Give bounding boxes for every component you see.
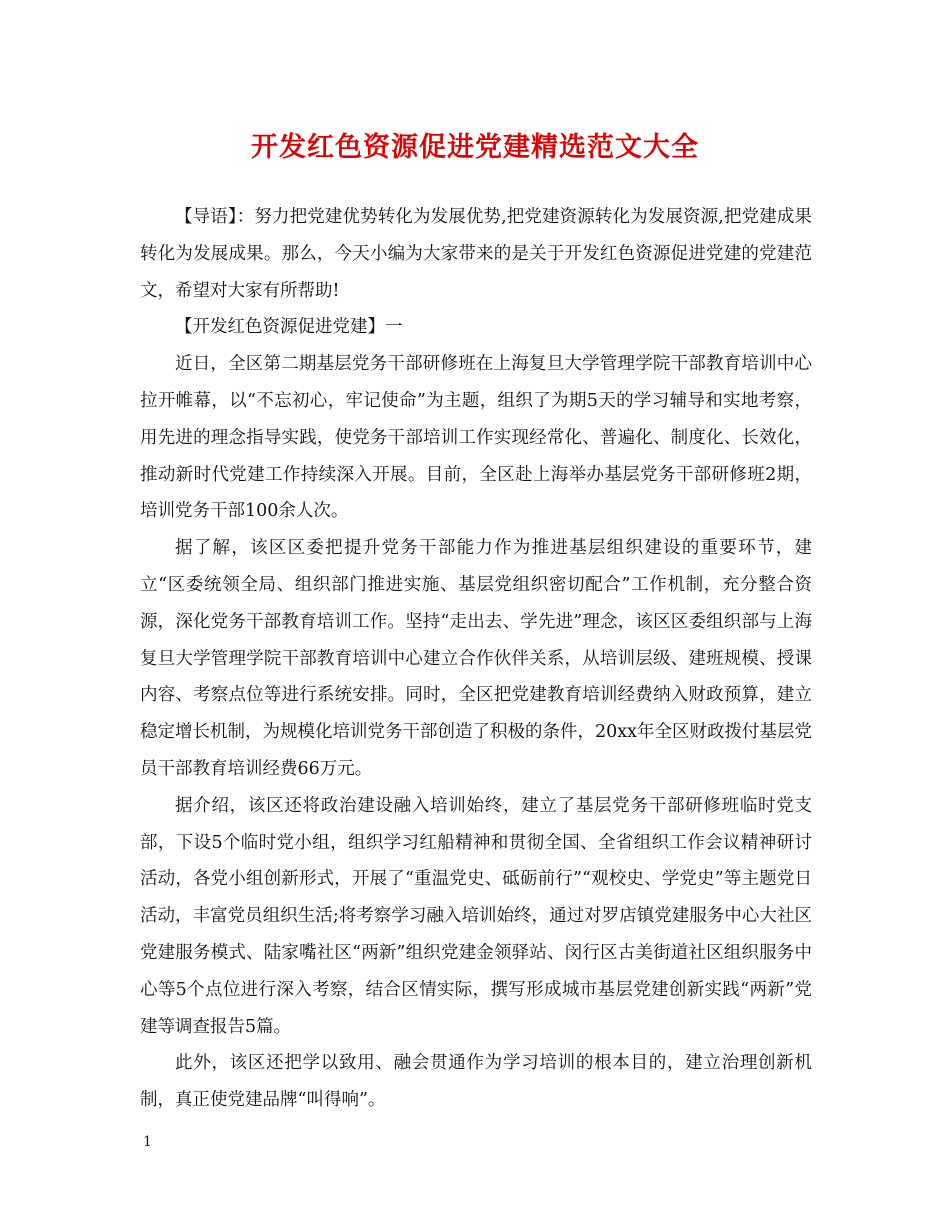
paragraph-intro: 【导语】：努力把党建优势转化为发展优势,把党建资源转化为发展资源,把党建成果转化为发展成果。那么，今天小编为大家带来的是关于开发红色资源促进党建的党建范文，希望对大家有所帮助! [140,207,812,301]
paragraph-body: 据了解，该区区委把提升党务干部能力作为推进基层组织建设的重要环节，建立“区委统领全局、组织部门推进实施、基层党组织密切配合”工作机制，充分整合资源，深化党务干部教育培训工作。坚持“走出去、学先进”理念，该区区委组织部与上海复旦大学管理学院干部教育培训中心建立合作伙伴关系，从培训层级、建班规模、授课内容、考察点位等进行系统安排。同时，全区把党建教育培训经费纳入财政预算，建立稳定增长机制，为规模化培训党务干部创造了积极的条件，20xx年全区财政拨付基层党员干部教育培训经费66万元。 [140,538,813,779]
document-body [140,199,812,1119]
paragraph-body: 此外，该区还把学以致用、融会贯通作为学习培训的根本目的，建立治理创新机制，真正使党建品牌“叫得响”。 [140,1053,812,1111]
paragraph-body: 近日，全区第二期基层党务干部研修班在上海复旦大学管理学院干部教育培训中心拉开帷幕，以“不忘初心，牢记使命”为主题，组织了为期5天的学习辅导和实地考察，用先进的理念指导实践，使党务干部培训工作实现经常化、普遍化、制度化、长效化，推动新时代党建工作持续深入开展。目前，全区赴上海举办基层党务干部研修班2期，培训党务干部100余人次。 [140,354,812,522]
paragraph-section-heading: 【开发红色资源促进党建】一 [175,317,403,338]
document-title: 开发红色资源促进党建精选范文大全 [251,132,699,163]
page-number: 1 [143,1134,152,1150]
paragraph-body: 据介绍，该区还将政治建设融入培训始终，建立了基层党务干部研修班临时党支部，下设5个临时党小组，组织学习红船精神和贯彻全国、全省组织工作会议精神研讨活动，各党小组创新形式，开展了“重温党史、砥砺前行”“观校史、学党史”等主题党日活动，丰富党员组织生活;将考察学习融入培训始终，通过对罗店镇党建服务中心大社区党建服务模式、陆家嘴社区“两新”组织党建金领驿站、闵行区古美街道社区组织服务中心等5个点位进行深入考察，结合区情实际，撰写形成城市基层党建创新实践“两新”党建等调查报告5篇。 [140,795,812,1037]
